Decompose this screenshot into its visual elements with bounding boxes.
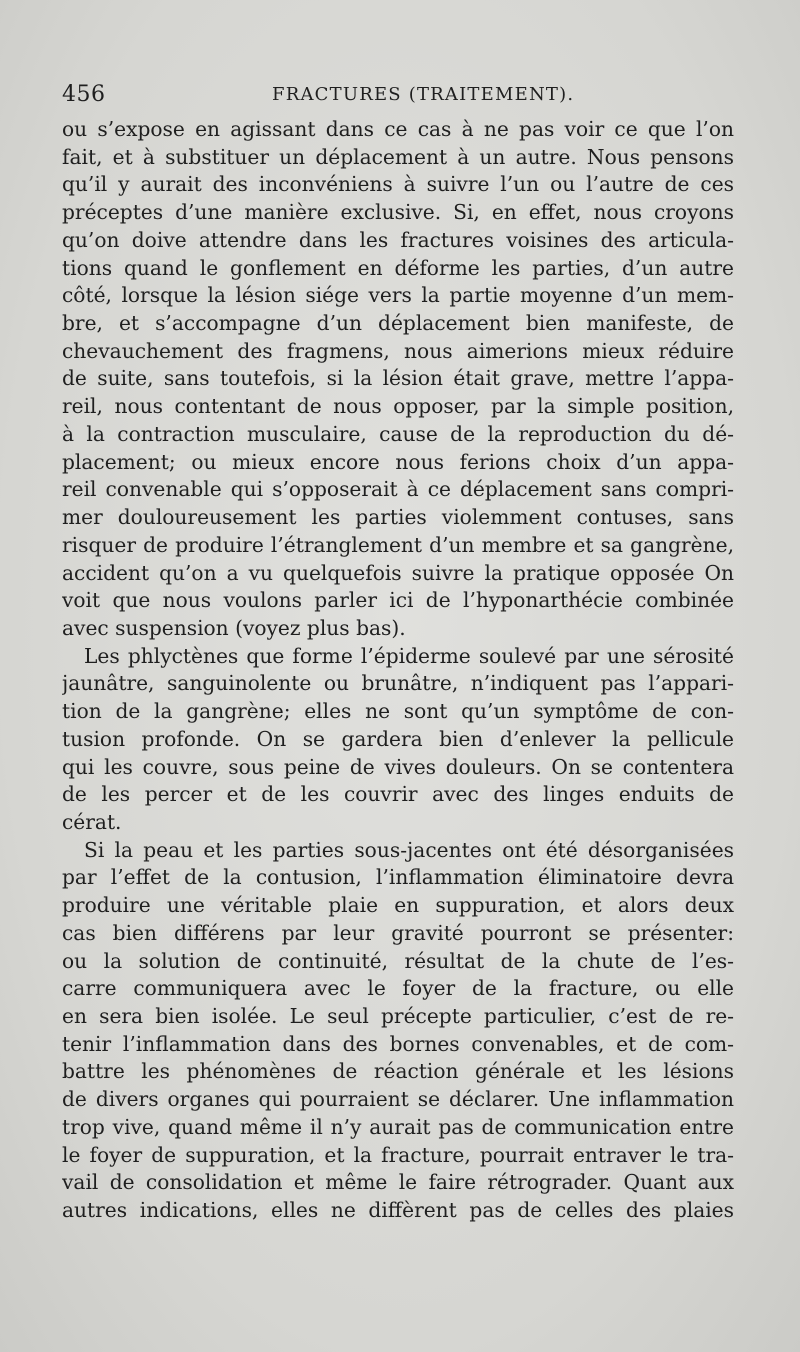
text-line: risquer de produire l’étranglement d’un membre et sa gangrène, — [62, 532, 734, 557]
text-line: qui les couvre, sous peine de vives douleurs. On se contentera — [62, 754, 734, 779]
text-line: tions quand le gonflement en déforme les parties, d’un autre — [62, 255, 734, 280]
text-line: voit que nous voulons parler ici de l’hyponarthécie combinée — [62, 588, 734, 613]
text-line: Les phlyctènes que forme l’épiderme soulevé par une sérosité — [84, 643, 734, 668]
text-line: par l’effet de la contusion, l’inflammation éliminatoire devra — [62, 865, 734, 890]
text-line: placement; ou mieux encore nous ferions choix d’un appa- — [62, 449, 734, 474]
text-line: autres indications, elles ne diffèrent pas de celles des plaies — [62, 1198, 734, 1223]
body-text — [62, 116, 734, 1225]
text-line: qu’on doive attendre dans les fractures voisines des articula- — [62, 227, 734, 252]
page-number: 456 — [62, 82, 106, 107]
text-line: mer douloureusement les parties violemment contuses, sans — [62, 505, 734, 530]
text-line: ou s’expose en agissant dans ce cas à ne pas voir ce que l’on — [62, 117, 734, 141]
text-line: chevauchement des fragmens, nous aimerions mieux réduire — [62, 338, 734, 363]
text-line: de les percer et de les couvrir avec des linges enduits de — [62, 782, 734, 807]
text-line: de divers organes qui pourraient se déclarer. Une inflammation — [62, 1087, 734, 1112]
text-line: de suite, sans toutefois, si la lésion était grave, mettre l’appa- — [62, 366, 734, 391]
running-head: FRACTURES (TRAITEMENT). — [272, 84, 575, 105]
text-line: cérat. — [62, 809, 122, 834]
text-line: préceptes d’une manière exclusive. Si, en effet, nous croyons — [62, 200, 734, 225]
text-line: côté, lorsque la lésion siége vers la partie moyenne d’un mem- — [62, 283, 734, 308]
text-line: trop vive, quand même il n’y aurait pas de communication entre — [62, 1114, 734, 1139]
text-line: qu’il y aurait des inconvéniens à suivre l’un ou l’autre de ces — [62, 172, 734, 197]
text-line: reil convenable qui s’opposerait à ce déplacement sans compri- — [62, 477, 734, 502]
text-line: jaunâtre, sanguinolente ou brunâtre, n’indiquent pas l’appari- — [62, 671, 734, 696]
text-line: à la contraction musculaire, cause de la reproduction du dé- — [62, 421, 734, 446]
text-line: vail de consolidation et même le faire rétrograder. Quant aux — [62, 1170, 734, 1195]
text-line: le foyer de suppuration, et la fracture, pourrait entraver le tra- — [62, 1142, 734, 1167]
text-line: carre communiquera avec le foyer de la fracture, ou elle — [62, 976, 734, 1001]
text-line: fait, et à substituer un déplacement à un autre. Nous pensons — [62, 144, 734, 169]
text-line: tion de la gangrène; elles ne sont qu’un symptôme de con- — [62, 699, 734, 724]
text-line: ou la solution de continuité, résultat de la chute de l’es- — [62, 948, 734, 973]
text-line: produire une véritable plaie en suppuration, et alors deux — [62, 893, 734, 918]
text-line: reil, nous contentant de nous opposer, par la simple position, — [62, 394, 734, 419]
text-line: cas bien différens par leur gravité pourront se présenter: — [62, 920, 734, 945]
page-header — [62, 82, 734, 112]
text-line: accident qu’on a vu quelquefois suivre la pratique opposée On — [62, 560, 734, 585]
text-line: tusion profonde. On se gardera bien d’enlever la pellicule — [62, 726, 734, 751]
text-line: battre les phénomènes de réaction générale et les lésions — [62, 1059, 734, 1084]
text-line: bre, et s’accompagne d’un déplacement bien manifeste, de — [62, 311, 734, 336]
text-line: tenir l’inflammation dans des bornes convenables, et de com- — [62, 1031, 734, 1056]
text-line: en sera bien isolée. Le seul précepte particulier, c’est de re- — [62, 1004, 734, 1028]
text-line: Si la peau et les parties sous-jacentes ont été désorganisées — [84, 837, 734, 862]
text-line: avec suspension (voyez plus bas). — [62, 615, 406, 640]
